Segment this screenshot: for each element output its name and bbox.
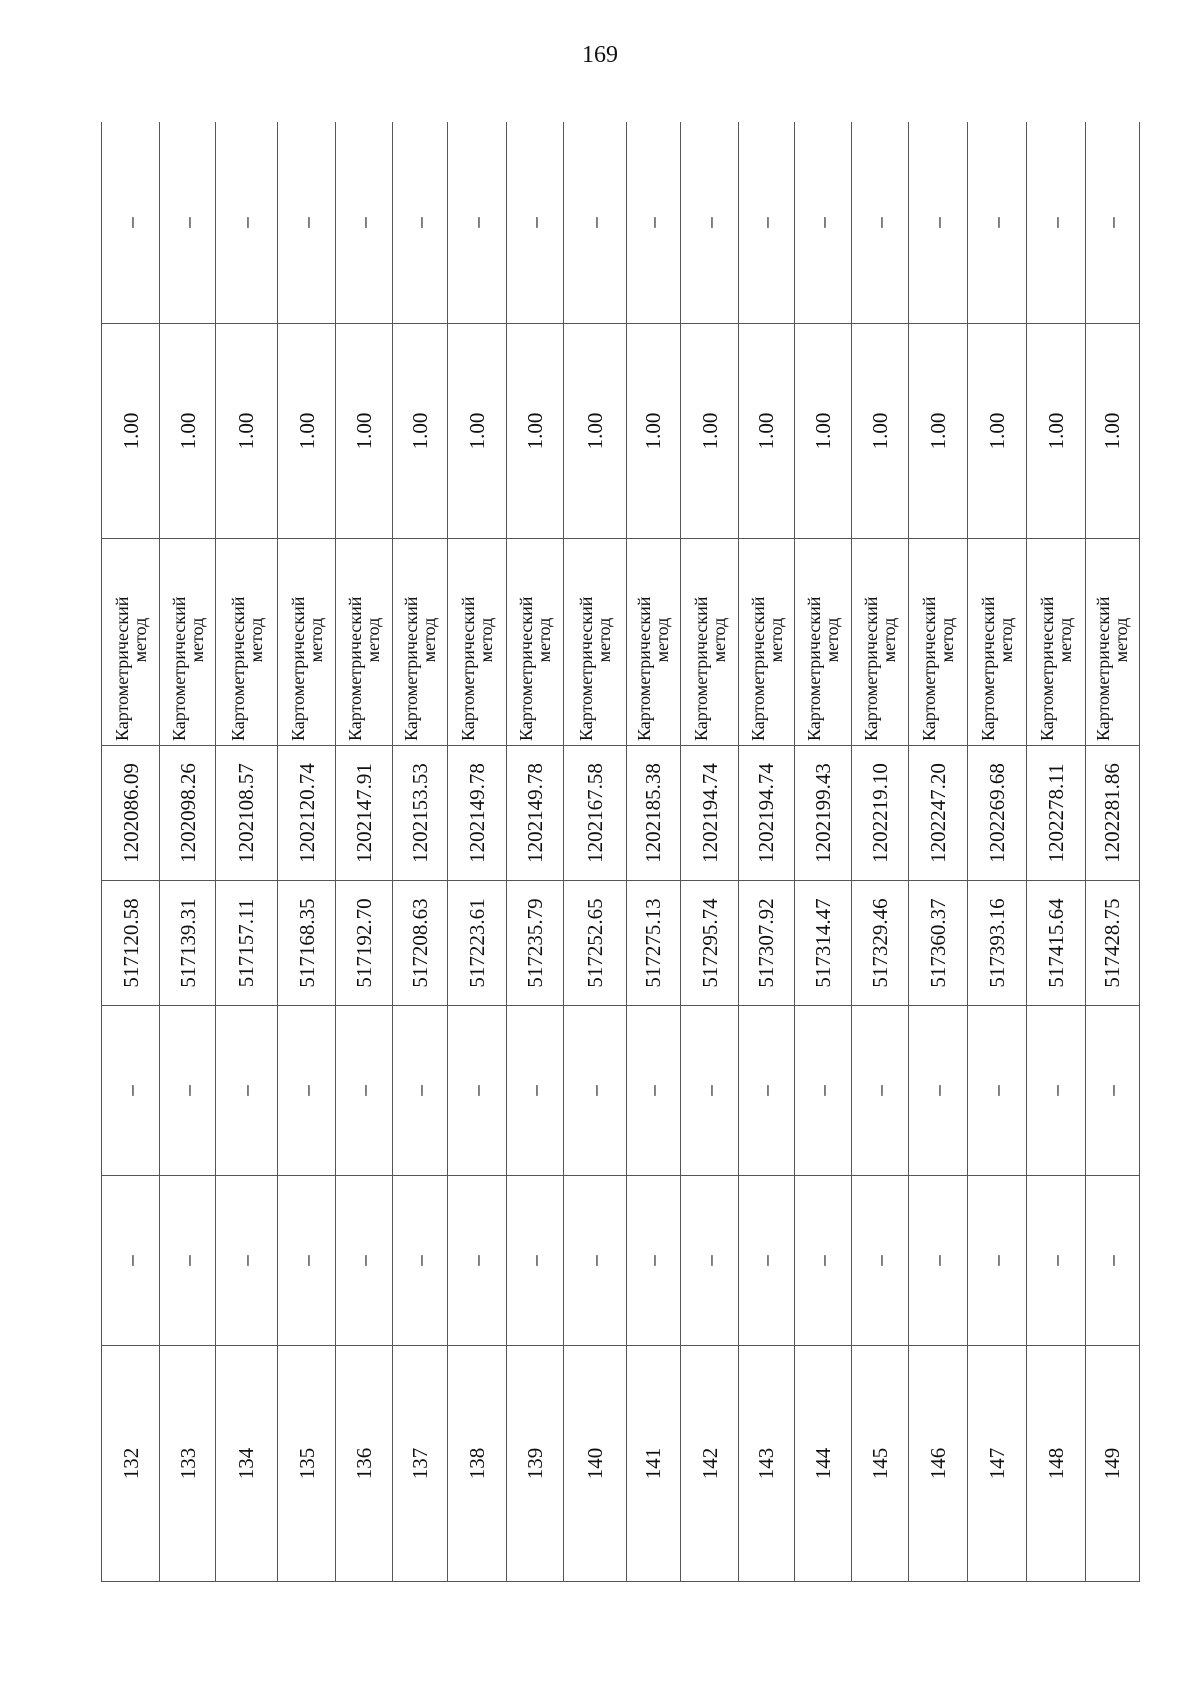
cell-col3: – (739, 1006, 794, 1176)
table-row (967, 122, 1027, 1582)
table-row (448, 122, 506, 1582)
cell-index: 145 (851, 1346, 908, 1582)
table-row (215, 122, 278, 1582)
cell-col3: – (1027, 1006, 1085, 1176)
cell-method (506, 539, 563, 746)
cell-accuracy: 1.00 (626, 324, 680, 539)
cell-x-coordinate: 517329.46 (851, 881, 908, 1006)
cell-y-coordinate: 1202149.78 (448, 746, 506, 881)
cell-accuracy: 1.00 (278, 324, 335, 539)
method-line1: Картометрический (861, 596, 882, 741)
cell-method (278, 539, 335, 746)
cell-col8: – (680, 122, 738, 324)
cell-accuracy: 1.00 (393, 324, 448, 539)
cell-col2: – (739, 1176, 794, 1346)
method-line1: Картометрический (168, 596, 189, 741)
cell-col2: – (1027, 1176, 1085, 1346)
cell-method (909, 539, 967, 746)
cell-y-coordinate: 1202098.26 (160, 746, 215, 881)
cell-x-coordinate: 517223.61 (448, 881, 506, 1006)
cell-col8: – (909, 122, 967, 324)
cell-index: 143 (739, 1346, 794, 1582)
cell-y-coordinate: 1202247.20 (909, 746, 967, 881)
cell-col2: – (680, 1176, 738, 1346)
cell-y-coordinate: 1202153.53 (393, 746, 448, 881)
cell-col8: – (335, 122, 392, 324)
cell-x-coordinate: 517295.74 (680, 881, 738, 1006)
table-body (102, 122, 1140, 1582)
cell-col3: – (564, 1006, 627, 1176)
cell-method (967, 539, 1027, 746)
method-line1: Картометрический (287, 596, 308, 741)
table-row (1085, 122, 1139, 1582)
cell-col2: – (335, 1176, 392, 1346)
cell-x-coordinate: 517192.70 (335, 881, 392, 1006)
table-row (278, 122, 335, 1582)
cell-col8: – (851, 122, 908, 324)
method-line1: Картометрический (690, 596, 711, 741)
cell-col8: – (160, 122, 215, 324)
cell-col8: – (564, 122, 627, 324)
cell-col3: – (680, 1006, 738, 1176)
cell-col3: – (626, 1006, 680, 1176)
cell-method (1085, 539, 1139, 746)
method-line2: метод (129, 617, 150, 663)
cell-accuracy: 1.00 (1085, 324, 1139, 539)
cell-col8: – (102, 122, 160, 324)
cell-x-coordinate: 517307.92 (739, 881, 794, 1006)
method-line2: метод (1111, 617, 1132, 663)
cell-y-coordinate: 1202281.86 (1085, 746, 1139, 881)
cell-index: 134 (215, 1346, 278, 1582)
cell-y-coordinate: 1202120.74 (278, 746, 335, 881)
cell-col2: – (967, 1176, 1027, 1346)
cell-y-coordinate: 1202086.09 (102, 746, 160, 881)
page-number: 169 (582, 42, 618, 68)
cell-col8: – (1085, 122, 1139, 324)
cell-accuracy: 1.00 (967, 324, 1027, 539)
cell-col3: – (160, 1006, 215, 1176)
cell-method (680, 539, 738, 746)
method-line1: Картометрический (401, 596, 422, 741)
method-line2: метод (476, 617, 497, 663)
table-row (909, 122, 967, 1582)
cell-x-coordinate: 517252.65 (564, 881, 627, 1006)
cell-y-coordinate: 1202278.11 (1027, 746, 1085, 881)
cell-accuracy: 1.00 (1027, 324, 1085, 539)
cell-x-coordinate: 517275.13 (626, 881, 680, 1006)
cell-index: 132 (102, 1346, 160, 1582)
method-line2: метод (821, 617, 842, 663)
cell-col2: – (102, 1176, 160, 1346)
cell-index: 140 (564, 1346, 627, 1582)
cell-y-coordinate: 1202219.10 (851, 746, 908, 881)
method-line2: метод (652, 617, 673, 663)
method-line2: метод (245, 617, 266, 663)
coordinates-table (101, 122, 1140, 1582)
cell-index: 137 (393, 1346, 448, 1582)
method-line1: Картометрический (458, 596, 479, 741)
cell-index: 144 (794, 1346, 851, 1582)
cell-accuracy: 1.00 (335, 324, 392, 539)
cell-col2: – (564, 1176, 627, 1346)
cell-col8: – (794, 122, 851, 324)
method-line1: Картометрический (919, 596, 940, 741)
cell-y-coordinate: 1202199.43 (794, 746, 851, 881)
method-line1: Картометрический (634, 596, 655, 741)
cell-accuracy: 1.00 (739, 324, 794, 539)
cell-col8: – (393, 122, 448, 324)
table-row (393, 122, 448, 1582)
cell-col3: – (335, 1006, 392, 1176)
cell-index: 139 (506, 1346, 563, 1582)
method-line2: метод (937, 617, 958, 663)
cell-y-coordinate: 1202167.58 (564, 746, 627, 881)
table-row (739, 122, 794, 1582)
cell-col8: – (626, 122, 680, 324)
method-line1: Картометрический (978, 596, 998, 741)
cell-x-coordinate: 517235.79 (506, 881, 563, 1006)
cell-col3: – (851, 1006, 908, 1176)
cell-col8: – (215, 122, 278, 324)
cell-col2: – (794, 1176, 851, 1346)
method-line1: Картометрический (803, 596, 824, 741)
cell-x-coordinate: 517415.64 (1027, 881, 1085, 1006)
cell-col2: – (626, 1176, 680, 1346)
cell-y-coordinate: 1202147.91 (335, 746, 392, 881)
method-line1: Картометрический (515, 596, 536, 741)
cell-method (564, 539, 627, 746)
cell-accuracy: 1.00 (680, 324, 738, 539)
method-line2: метод (533, 617, 554, 663)
cell-method (335, 539, 392, 746)
cell-col3: – (1085, 1006, 1139, 1176)
method-line2: метод (708, 617, 729, 663)
table-row (160, 122, 215, 1582)
cell-col3: – (102, 1006, 160, 1176)
cell-index: 141 (626, 1346, 680, 1582)
cell-col2: – (506, 1176, 563, 1346)
cell-col2: – (448, 1176, 506, 1346)
cell-index: 142 (680, 1346, 738, 1582)
cell-col8: – (1027, 122, 1085, 324)
cell-method (1027, 539, 1085, 746)
method-line2: метод (419, 617, 440, 663)
cell-col2: – (909, 1176, 967, 1346)
cell-accuracy: 1.00 (448, 324, 506, 539)
cell-y-coordinate: 1202108.57 (215, 746, 278, 881)
method-line1: Картометрический (1093, 596, 1114, 741)
cell-accuracy: 1.00 (909, 324, 967, 539)
cell-y-coordinate: 1202194.74 (680, 746, 738, 881)
cell-col3: – (448, 1006, 506, 1176)
cell-index: 138 (448, 1346, 506, 1582)
cell-col8: – (448, 122, 506, 324)
cell-accuracy: 1.00 (215, 324, 278, 539)
table-row (335, 122, 392, 1582)
method-line1: Картометрический (227, 596, 248, 741)
cell-col3: – (909, 1006, 967, 1176)
table-row (506, 122, 563, 1582)
cell-y-coordinate: 1202269.68 (967, 746, 1027, 881)
table-row (680, 122, 738, 1582)
cell-index: 136 (335, 1346, 392, 1582)
cell-x-coordinate: 517157.11 (215, 881, 278, 1006)
table-row (626, 122, 680, 1582)
cell-col3: – (506, 1006, 563, 1176)
cell-y-coordinate: 1202149.78 (506, 746, 563, 881)
cell-method (448, 539, 506, 746)
cell-x-coordinate: 517428.75 (1085, 881, 1139, 1006)
cell-col2: – (215, 1176, 278, 1346)
cell-col8: – (739, 122, 794, 324)
cell-method (626, 539, 680, 746)
cell-col3: – (393, 1006, 448, 1176)
cell-x-coordinate: 517393.16 (967, 881, 1027, 1006)
cell-method (851, 539, 908, 746)
cell-method (160, 539, 215, 746)
cell-index: 135 (278, 1346, 335, 1582)
cell-col2: – (851, 1176, 908, 1346)
method-line2: метод (1054, 617, 1075, 663)
cell-accuracy: 1.00 (794, 324, 851, 539)
cell-x-coordinate: 517360.37 (909, 881, 967, 1006)
cell-method (794, 539, 851, 746)
cell-col2: – (393, 1176, 448, 1346)
cell-accuracy: 1.00 (564, 324, 627, 539)
cell-y-coordinate: 1202185.38 (626, 746, 680, 881)
cell-method (393, 539, 448, 746)
cell-accuracy: 1.00 (160, 324, 215, 539)
cell-col8: – (967, 122, 1027, 324)
coordinates-table-container (101, 122, 1140, 1582)
cell-col3: – (967, 1006, 1027, 1176)
method-line1: Картометрический (575, 596, 596, 741)
cell-x-coordinate: 517139.31 (160, 881, 215, 1006)
cell-col8: – (278, 122, 335, 324)
cell-index: 149 (1085, 1346, 1139, 1582)
table-row (1027, 122, 1085, 1582)
cell-index: 147 (967, 1346, 1027, 1582)
cell-y-coordinate: 1202194.74 (739, 746, 794, 881)
cell-accuracy: 1.00 (102, 324, 160, 539)
cell-col8: – (506, 122, 563, 324)
table-row (102, 122, 160, 1582)
cell-method (215, 539, 278, 746)
method-line2: метод (765, 617, 786, 663)
method-line1: Картометрический (344, 596, 365, 741)
method-line2: метод (305, 617, 326, 663)
table-row (794, 122, 851, 1582)
cell-index: 146 (909, 1346, 967, 1582)
method-line2: метод (593, 617, 614, 663)
table-row (851, 122, 908, 1582)
cell-x-coordinate: 517120.58 (102, 881, 160, 1006)
method-line2: метод (996, 617, 1016, 663)
method-line2: метод (186, 617, 207, 663)
cell-x-coordinate: 517168.35 (278, 881, 335, 1006)
cell-x-coordinate: 517208.63 (393, 881, 448, 1006)
cell-index: 133 (160, 1346, 215, 1582)
cell-col3: – (215, 1006, 278, 1176)
method-line2: метод (362, 617, 383, 663)
method-line1: Картометрический (111, 596, 132, 741)
cell-index: 148 (1027, 1346, 1085, 1582)
cell-col3: – (278, 1006, 335, 1176)
cell-col3: – (794, 1006, 851, 1176)
method-line2: метод (879, 617, 900, 663)
cell-col2: – (278, 1176, 335, 1346)
table-row (564, 122, 627, 1582)
cell-col2: – (1085, 1176, 1139, 1346)
cell-x-coordinate: 517314.47 (794, 881, 851, 1006)
cell-accuracy: 1.00 (506, 324, 563, 539)
cell-accuracy: 1.00 (851, 324, 908, 539)
cell-col2: – (160, 1176, 215, 1346)
cell-method (102, 539, 160, 746)
cell-method (739, 539, 794, 746)
method-line1: Картометрический (747, 596, 768, 741)
method-line1: Картометрический (1036, 596, 1057, 741)
